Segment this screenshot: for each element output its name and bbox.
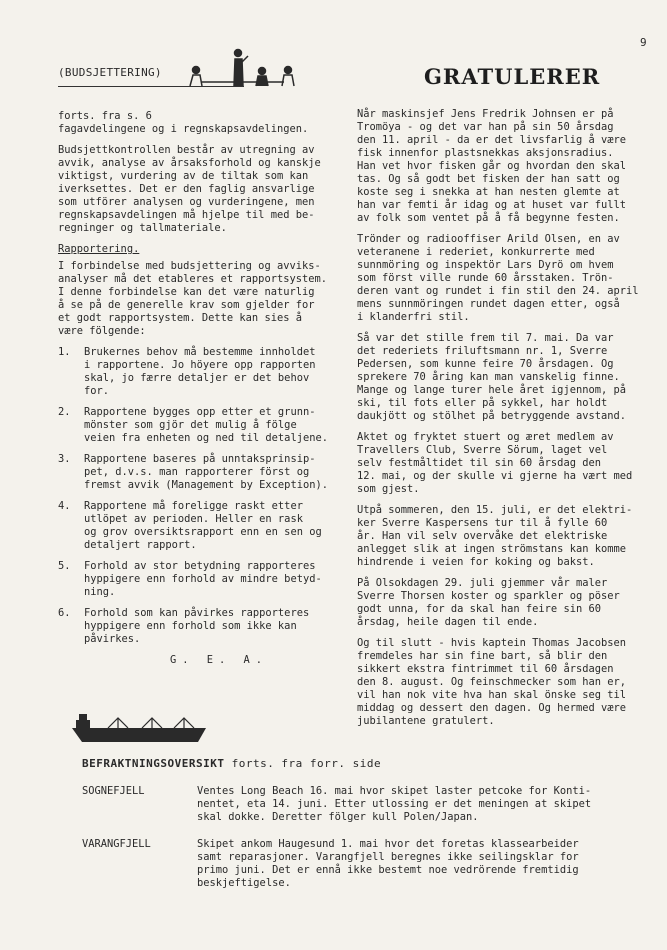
charter-ship-name: VARANGFJELL bbox=[82, 838, 151, 850]
author-signature: G. E. A. bbox=[169, 654, 269, 666]
charter-ship-name: SOGNEFJELL bbox=[82, 785, 145, 797]
list-item bbox=[58, 560, 340, 599]
list-item-number: 2. bbox=[58, 406, 71, 418]
list-item-number: 6. bbox=[58, 607, 71, 619]
meeting-illustration bbox=[180, 46, 310, 88]
congrats-paragraph: Utpå sommeren, den 15. juli, er det elektri- ker Sverre Kaspersens tur til å fylle 60 år. Han vil selv overvåke det elektriske anlegget slik at ingen strömstans kan komme hindrende i veien for koking og bakst. bbox=[357, 504, 633, 568]
ship-illustration bbox=[70, 710, 210, 746]
charter-ship-description: Ventes Long Beach 16. mai hvor skipet laster petcoke for Konti- nentet, eta 14. juni. Etter utlossing er det meningen at skipet skal dokke. Deretter fölger kull Polen/Japan. bbox=[197, 785, 592, 823]
list-item bbox=[58, 453, 340, 492]
reporting-subheading: Rapportering. bbox=[58, 243, 140, 255]
congrats-paragraph: På Olsokdagen 29. juli gjemmer vår maler Sverre Thorsen koster og sparkler og pöser godt unna, for da skal han feire sin 60 årsdag, heile dagen til ende. bbox=[357, 577, 620, 628]
charter-ship-description: Skipet ankom Haugesund 1. mai hvor det foretas klassearbeider samt reparasjoner. Varangfjell beregnes ikke seilingsklar for primo juni. Det er ennå ikke bestemt noe vedrörende fremtidig beskjeftigelse. bbox=[197, 838, 579, 889]
list-item bbox=[58, 500, 340, 552]
requirements-list bbox=[58, 346, 340, 646]
gratulerer-title: GRATULERER bbox=[424, 64, 601, 89]
list-item-text: Forhold som kan påvirkes rapporteres hyppigere enn forhold som ikke kan påvirkes. bbox=[84, 607, 310, 645]
congrats-paragraph: Så var det stille frem til 7. mai. Da var det rederiets friluftsmann nr. 1, Sverre Pedersen, som kunne feire 70 årsdagen. Og sprekere 70 åring kan man vanskelig finne. Mange og lange turer hele året igjennom, på ski, til fots eller på sykkel, har holdt daukjött og stölhet på betryggende avstand. bbox=[357, 332, 626, 422]
list-item-text: Forhold av stor betydning rapporteres hyppigere enn forhold av mindre betyd- ning. bbox=[84, 560, 322, 598]
list-item-text: Rapportene baseres på unntaksprinsip- pet, d.v.s. man rapporterer först og fremst avvik (Management by Exception). bbox=[84, 453, 328, 491]
charter-overview-title bbox=[82, 757, 381, 770]
budget-control-paragraph: Budsjettkontrollen består av utregning av avvik, analyse av årsaksforhold og kanskje viktigst, vurdering av de tiltak som kan iverksettes. Det er den faglig ansvarlige som utförer analysen og vurderingene, men regnskapsavdelingen må hjelpe til med be- regninger og tallmateriale. bbox=[58, 144, 321, 234]
list-item-number: 3. bbox=[58, 453, 71, 465]
left-column bbox=[58, 110, 340, 667]
charter-overview-title-rest: forts. fra forr. side bbox=[224, 757, 382, 770]
right-column bbox=[357, 108, 653, 736]
list-item bbox=[58, 607, 340, 646]
congrats-paragraph: Aktet og fryktet stuert og æret medlem av Travellers Club, Sverre Sörum, laget vel selv festmåltidet til sin 60 årsdag den 12. mai, og der skulle vi gjerne ha vært med som gjest. bbox=[357, 431, 633, 495]
list-item-number: 1. bbox=[58, 346, 71, 358]
section-header-label: (BUDSJETTERING) bbox=[58, 66, 162, 79]
list-item bbox=[58, 346, 340, 398]
congrats-paragraph: Trönder og radiooffiser Arild Olsen, en av veteranene i rederiet, konkurrerte med sunnmöring og inspektör Lars Dyrö om hvem som först ville runde 60 årsstaken. Trön- deren vant og rundet i fin stil den 24. april mens sunnmöringen rundet dagen etter, også i klanderfri stil. bbox=[357, 233, 639, 323]
list-item-text: Rapportene må foreligge raskt etter utlöpet av perioden. Heller en rask og grov oversiktsrapport enn en sen og detaljert rapport. bbox=[84, 500, 322, 551]
section-header bbox=[58, 58, 196, 86]
page-number: 9 bbox=[640, 36, 647, 49]
list-item-text: Brukernes behov må bestemme innholdet i rapportene. Jo höyere opp rapporten skal, jo færre detaljer er det behov for. bbox=[84, 346, 316, 397]
reporting-intro-paragraph: I forbindelse med budsjettering og avviks- analyser må det etableres et rapportsystem. I denne forbindelse kan det være naturlig å se på de generelle krav som gjelder for et godt rapportsystem. Dette kan sies å være fölgende: bbox=[58, 260, 327, 337]
list-item-text: Rapportene bygges opp etter et grunn- mönster som gjör det mulig å fölge veien fra enheten og ned til detaljene. bbox=[84, 406, 328, 444]
continuation-intro: forts. fra s. 6 fagavdelingene og i regnskapsavdelingen. bbox=[58, 110, 309, 135]
list-item-number: 5. bbox=[58, 560, 71, 572]
congrats-paragraph: Og til slutt - hvis kaptein Thomas Jacobsen fremdeles har sin fine bart, så blir den sikkert ekstra fintrimmet til 60 årsdagen den 8. august. Og feinschmecker som han er, vil han nok vite hva han skal önske seg til middag og dessert den dagen. Og hermed være jubilantene gratulert. bbox=[357, 637, 626, 727]
congrats-paragraph: Når maskinsjef Jens Fredrik Johnsen er på Tromöya - og det var han på sin 50 årsdag den 11. april - da er det livsfarlig å være fisk innenfor plastsnekkas aksjonsradius. Han vet hvor fisken går og hvordan den skal tas. Og så godt bet fisken der han satt og koste seg i snekka at han nesten glemte at han var femti år idag og at huset var fullt av folk som ventet på å få begynne festen. bbox=[357, 108, 626, 224]
list-item bbox=[58, 406, 340, 445]
charter-overview-title-bold: BEFRAKTNINGSOVERSIKT bbox=[82, 757, 225, 770]
list-item-number: 4. bbox=[58, 500, 71, 512]
